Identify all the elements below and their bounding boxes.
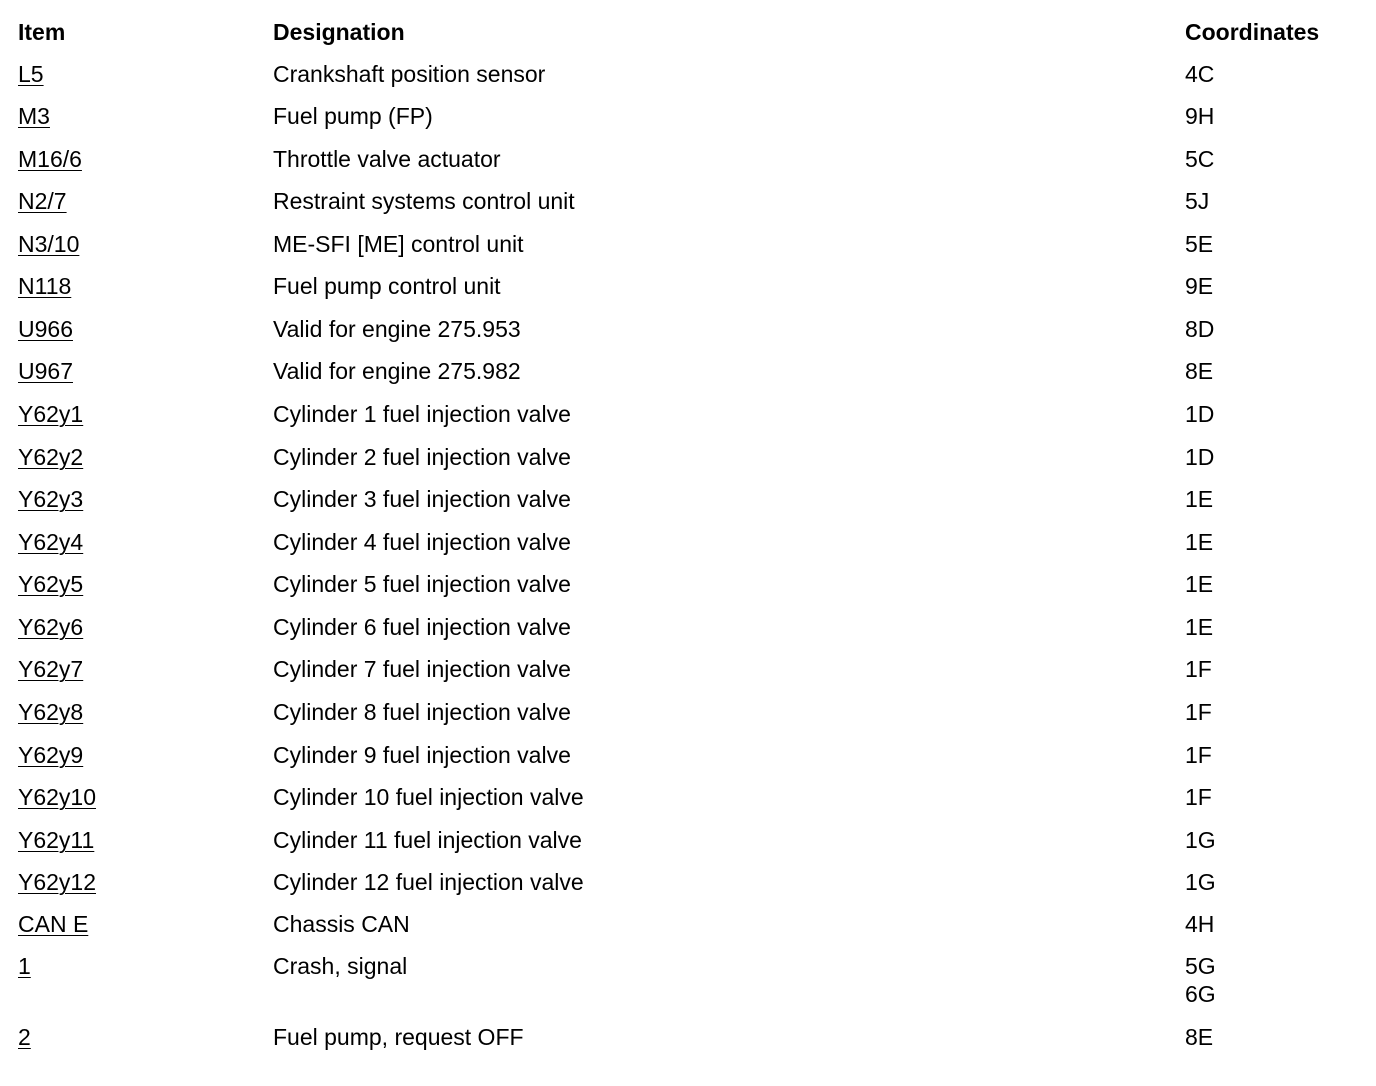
coordinate-value: 1D (1185, 401, 1215, 427)
item-link[interactable]: Y62y3 (18, 486, 84, 512)
coordinates-cell (1185, 230, 1213, 258)
column-header-coordinates: Coordinates (1185, 19, 1320, 45)
item-link[interactable]: U966 (18, 316, 73, 342)
designation-text: ME-SFI [ME] control unit (273, 231, 524, 257)
coordinates-cell (1185, 783, 1212, 811)
item-link[interactable]: Y62y8 (18, 699, 84, 725)
item-link[interactable]: Y62y9 (18, 742, 84, 768)
coordinate-value: 9H (1185, 103, 1215, 129)
designation-text: Crash, signal (273, 953, 408, 979)
item-link[interactable]: CAN E (18, 911, 89, 937)
designation-text: Chassis CAN (273, 911, 410, 937)
coordinate-value: 8D (1185, 316, 1215, 342)
column-header-item: Item (18, 19, 66, 45)
coordinates-cell (1185, 570, 1213, 598)
coordinate-value: 4H (1185, 911, 1215, 937)
coordinates-cell (1185, 272, 1213, 300)
coordinate-value: 5J (1185, 188, 1210, 214)
designation-text: Fuel pump, request OFF (273, 1024, 524, 1050)
designation-text: Cylinder 2 fuel injection valve (273, 444, 571, 470)
coordinate-value: 9E (1185, 273, 1214, 299)
coordinates-cell (1185, 102, 1214, 130)
coordinate-value: 5E (1185, 231, 1214, 257)
designation-text: Fuel pump (FP) (273, 103, 433, 129)
item-link[interactable]: Y62y7 (18, 656, 84, 682)
coordinate-value: 8E (1185, 358, 1214, 384)
designation-text: Cylinder 9 fuel injection valve (273, 742, 571, 768)
coordinate-value: 1E (1185, 529, 1214, 555)
coordinates-cell (1185, 187, 1209, 215)
coordinates-cell (1185, 357, 1213, 385)
item-link[interactable]: Y62y12 (18, 869, 97, 895)
coordinates-cell (1185, 400, 1214, 428)
designation-text: Cylinder 3 fuel injection valve (273, 486, 571, 512)
coordinate-value: 1G (1185, 827, 1216, 853)
coordinates-cell (1185, 528, 1213, 556)
coordinates-cell (1185, 315, 1214, 343)
designation-text: Fuel pump control unit (273, 273, 501, 299)
designation-text: Cylinder 10 fuel injection valve (273, 784, 584, 810)
coordinates-cell (1185, 741, 1212, 769)
coordinate-value: 1F (1185, 784, 1212, 810)
coordinate-value: 1E (1185, 571, 1214, 597)
coordinates-cell (1185, 655, 1212, 683)
item-link[interactable]: N2/7 (18, 188, 67, 214)
item-link[interactable]: Y62y2 (18, 444, 84, 470)
designation-text: Cylinder 5 fuel injection valve (273, 571, 571, 597)
designation-text: Valid for engine 275.953 (273, 316, 521, 342)
coordinates-cell (1185, 826, 1216, 854)
designation-text: Throttle valve actuator (273, 146, 501, 172)
coordinates-cell (1185, 145, 1214, 173)
coordinates-cell (1185, 698, 1212, 726)
item-link[interactable]: Y62y4 (18, 529, 84, 555)
coordinates-cell (1185, 910, 1214, 938)
item-link[interactable]: M16/6 (18, 146, 82, 172)
designation-text: Cylinder 8 fuel injection valve (273, 699, 571, 725)
coordinates-cell (1185, 443, 1214, 471)
coordinates-cell (1185, 868, 1216, 896)
coordinate-value: 1F (1185, 742, 1212, 768)
coordinates-cell (1185, 952, 1216, 1008)
item-link[interactable]: 1 (18, 953, 31, 979)
coordinate-value: 5C (1185, 146, 1215, 172)
designation-text: Valid for engine 275.982 (273, 358, 521, 384)
coordinate-value: 5G (1185, 953, 1216, 979)
designation-text: Cylinder 11 fuel injection valve (273, 827, 582, 853)
coordinates-cell (1185, 485, 1213, 513)
coordinates-cell (1185, 1023, 1213, 1051)
item-link[interactable]: Y62y11 (18, 827, 95, 853)
coordinate-value: 1E (1185, 614, 1214, 640)
item-link[interactable]: Y62y6 (18, 614, 84, 640)
item-link[interactable]: Y62y10 (18, 784, 97, 810)
item-link[interactable]: N118 (18, 273, 72, 299)
coordinate-value: 1D (1185, 444, 1215, 470)
designation-text: Cylinder 4 fuel injection valve (273, 529, 571, 555)
coordinate-value: 1F (1185, 656, 1212, 682)
coordinates-cell (1185, 613, 1213, 641)
coordinate-value: 4C (1185, 61, 1215, 87)
item-link[interactable]: N3/10 (18, 231, 80, 257)
item-link[interactable]: Y62y5 (18, 571, 84, 597)
coordinate-value: 6G (1185, 981, 1216, 1007)
coordinate-value: 8E (1185, 1024, 1214, 1050)
designation-text: Cylinder 6 fuel injection valve (273, 614, 571, 640)
item-link[interactable]: U967 (18, 358, 73, 384)
designation-text: Restraint systems control unit (273, 188, 575, 214)
coordinates-cell (1185, 60, 1214, 88)
item-link[interactable]: Y62y1 (18, 401, 84, 427)
designation-text: Cylinder 1 fuel injection valve (273, 401, 571, 427)
item-link[interactable]: M3 (18, 103, 50, 129)
designation-text: Cylinder 7 fuel injection valve (273, 656, 571, 682)
coordinate-value: 1F (1185, 699, 1212, 725)
designation-text: Cylinder 12 fuel injection valve (273, 869, 584, 895)
coordinate-value: 1G (1185, 869, 1216, 895)
item-link[interactable]: 2 (18, 1024, 31, 1050)
item-link[interactable]: L5 (18, 61, 44, 87)
designation-text: Crankshaft position sensor (273, 61, 546, 87)
coordinate-value: 1E (1185, 486, 1214, 512)
column-header-designation: Designation (273, 19, 405, 45)
